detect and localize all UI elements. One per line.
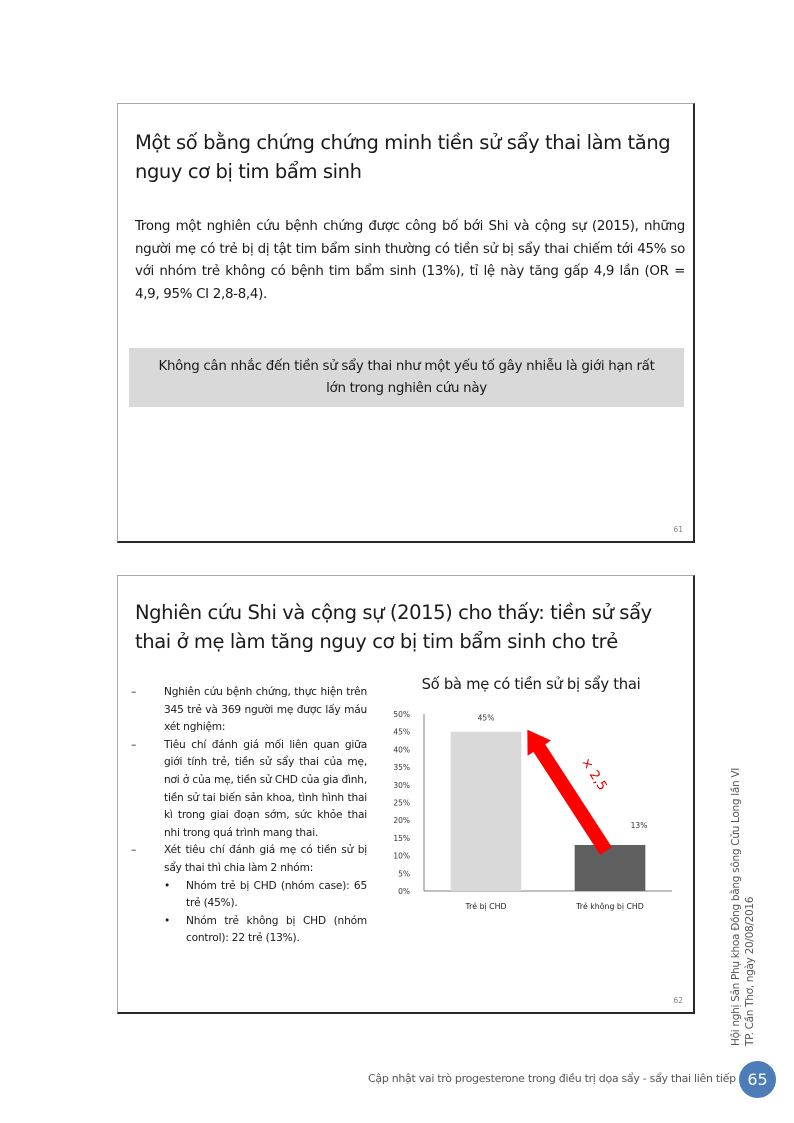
list-item-text: Xét tiêu chí đánh giá mẹ có tiền sử bị sẩy thai thì chia làm 2 nhóm: xyxy=(164,844,367,874)
list-item-text: Tiêu chí đánh giá mối liên quan giữa giới tính trẻ, tiền sử sẩy thai của mẹ, nơi ở của mẹ, tiền sử CHD của gia đình, tiền sử tai biến sản khoa, tình hình thai kì trong giai đoạn sớm, sức khỏe thai nhi trong quá trình mang thai. xyxy=(164,738,367,839)
conference-side-note xyxy=(729,768,757,1046)
dash-bullet-icon: – xyxy=(131,738,137,751)
dot-bullet-icon: • xyxy=(164,914,171,927)
annotation-label: × 2,5 xyxy=(577,755,610,794)
sub-list-item-text: Nhóm trẻ không bị CHD (nhóm control): 22 trẻ (13%). xyxy=(186,914,367,945)
slide-title: Nghiên cứu Shi và cộng sự (2015) cho thấy: tiền sử sẩy thai ở mẹ làm tăng nguy cơ bị tim bẩm sinh cho trẻ xyxy=(135,601,652,653)
dash-bullet-icon: – xyxy=(131,844,137,857)
list-item xyxy=(131,842,367,948)
list-item xyxy=(131,684,367,737)
y-tick-label: 30% xyxy=(393,780,410,790)
bar-2 xyxy=(575,845,646,891)
data-label: 13% xyxy=(630,820,648,830)
data-label: 45% xyxy=(477,713,495,723)
y-tick-label: 20% xyxy=(393,816,410,826)
page-number-badge: 65 xyxy=(739,1061,776,1098)
sub-list-item xyxy=(164,878,367,913)
chart-title: Số bà mẹ có tiền sử bị sẩy thai xyxy=(421,676,641,693)
increase-arrow-icon xyxy=(527,730,612,855)
bar-1 xyxy=(451,732,522,891)
y-tick-label: 40% xyxy=(393,745,410,755)
sub-bullet-list xyxy=(164,878,367,948)
slide-61 xyxy=(117,103,695,543)
list-item-text: Nghiên cứu bệnh chứng, thực hiện trên 345 trẻ và 369 người mẹ được lấy máu xét nghiệm: xyxy=(164,686,367,734)
footer-title: Cập nhật vai trò progesterone trong điều trị dọa sẩy - sẩy thai liên tiếp xyxy=(368,1072,736,1085)
dot-bullet-icon: • xyxy=(164,879,171,892)
bullet-list xyxy=(131,684,367,948)
y-tick-label: 25% xyxy=(393,798,410,808)
list-item xyxy=(131,737,367,843)
slide-body-paragraph: Trong một nghiên cứu bệnh chứng được công bố bới Shi và cộng sự (2015), những người mẹ có trẻ bị dị tật tim bẩm sinh thường có tiền sử bị sẩy thai chiếm tới 45% so với nhóm trẻ không có bệnh tim bẩm sinh (13%), tỉ lệ này tăng gấp 4,9 lần (OR = 4,9, 95% CI 2,8-8,4). xyxy=(135,219,685,302)
callout-box xyxy=(129,348,684,407)
slide-title: Một số bằng chứng chứng minh tiền sử sẩy thai làm tăng nguy cơ bị tim bẩm sinh xyxy=(135,131,671,183)
conference-name: Hội nghị Sản Phụ khoa Đồng bằng sông Cửu Long lần VI xyxy=(730,767,742,1046)
y-tick-label: 50% xyxy=(393,710,410,719)
y-tick-label: 45% xyxy=(393,727,410,737)
category-label: Trẻ bị CHD xyxy=(465,902,507,911)
callout-text: Không cân nhắc đến tiền sử sẩy thai như một yếu tố gây nhiễu là giới hạn rất lớn trong nghiên cứu này xyxy=(158,358,655,396)
dash-bullet-icon: – xyxy=(131,686,137,698)
sub-list-item-text: Nhóm trẻ bị CHD (nhóm case): 65 trẻ (45%). xyxy=(186,879,367,910)
y-tick-label: 15% xyxy=(393,833,410,843)
y-tick-label: 0% xyxy=(398,887,410,896)
bar-chart xyxy=(368,698,683,918)
slide-number: 61 xyxy=(673,525,683,534)
category-label: Trẻ không bị CHD xyxy=(576,902,644,911)
sub-list-item xyxy=(164,913,367,948)
y-tick-label: 35% xyxy=(393,763,410,773)
conference-location-date: TP. Cần Thơ, ngày 20/08/2016 xyxy=(744,896,756,1046)
y-tick-label: 10% xyxy=(393,851,410,861)
slide-number: 62 xyxy=(673,996,683,1005)
y-tick-label: 5% xyxy=(398,869,410,879)
slide-62 xyxy=(117,575,695,1014)
